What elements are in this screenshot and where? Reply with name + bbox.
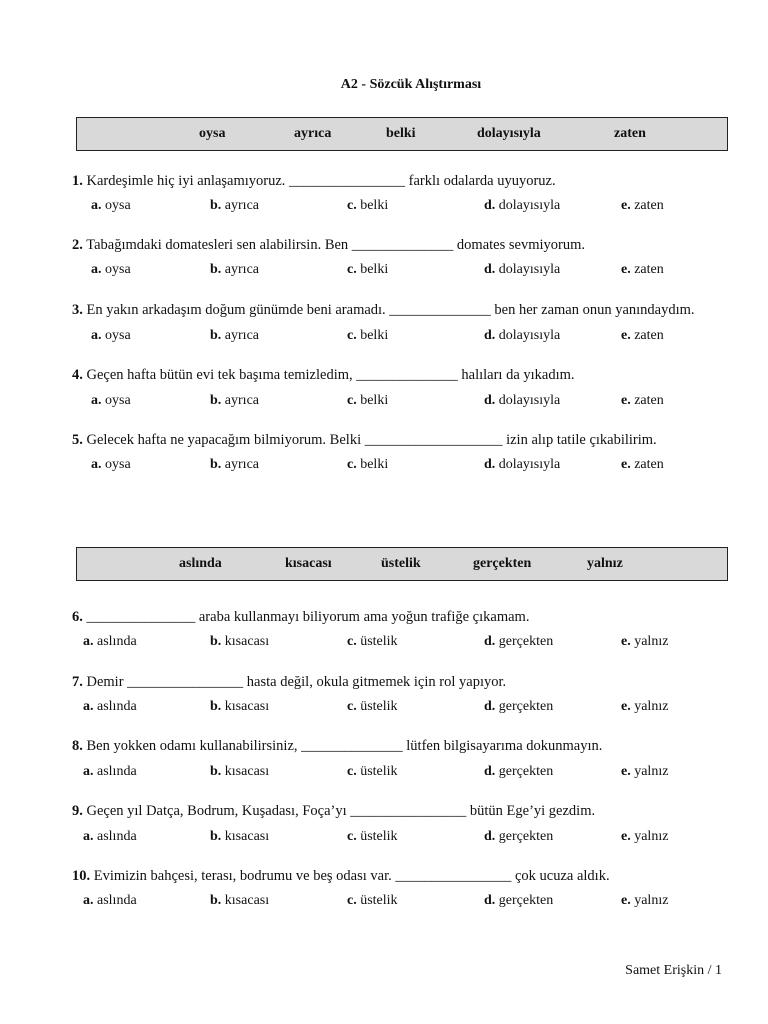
option-e[interactable]: e. zaten — [621, 262, 664, 277]
question-number: 4. — [72, 367, 83, 383]
option-a[interactable]: a. aslında — [83, 699, 137, 714]
question — [72, 803, 595, 820]
question-number: 9. — [72, 803, 83, 819]
option-b[interactable]: b. ayrıca — [210, 457, 259, 472]
question — [72, 609, 529, 626]
option-d[interactable]: d. gerçekten — [484, 764, 554, 779]
question-number: 10. — [72, 868, 91, 884]
page-title: A2 - Sözcük Alıştırması — [340, 77, 482, 92]
option-b[interactable]: b. ayrıca — [210, 262, 259, 277]
question-number: 7. — [72, 674, 83, 690]
word-bank-1 — [76, 117, 728, 151]
word-bank-item: gerçekten — [473, 556, 532, 571]
option-b[interactable]: b. kısacası — [210, 699, 270, 714]
question-text: En yakın arkadaşım doğum günümde beni aramadı. ______________ ben her zaman onun yanındaydım. — [86, 302, 695, 318]
word-bank-item: zaten — [614, 126, 646, 141]
option-c[interactable]: c. belki — [347, 328, 389, 343]
option-a[interactable]: a. oysa — [91, 262, 131, 277]
question — [72, 738, 602, 755]
option-c[interactable]: c. üstelik — [347, 764, 398, 779]
option-a[interactable]: a. aslında — [83, 893, 137, 908]
option-d[interactable]: d. gerçekten — [484, 829, 554, 844]
option-d[interactable]: d. dolayısıyla — [484, 393, 561, 408]
option-a[interactable]: a. aslında — [83, 764, 137, 779]
option-b[interactable]: b. kısacası — [210, 829, 270, 844]
question-text: Gelecek hafta ne yapacağım bilmiyorum. Belki ___________________ izin alıp tatile çıkabilirim. — [86, 432, 657, 448]
page-footer: Samet Erişkin / 1 — [625, 963, 722, 978]
option-c[interactable]: c. belki — [347, 262, 389, 277]
question — [72, 674, 506, 691]
option-c[interactable]: c. üstelik — [347, 893, 398, 908]
option-c[interactable]: c. belki — [347, 198, 389, 213]
question-number: 6. — [72, 609, 83, 625]
option-e[interactable]: e. zaten — [621, 198, 664, 213]
option-a[interactable]: a. aslında — [83, 829, 137, 844]
question — [72, 237, 585, 254]
option-b[interactable]: b. kısacası — [210, 893, 270, 908]
question-number: 3. — [72, 302, 83, 318]
word-bank-item: dolayısıyla — [477, 126, 541, 141]
option-a[interactable]: a. oysa — [91, 393, 131, 408]
option-e[interactable]: e. yalnız — [621, 634, 669, 649]
question-number: 5. — [72, 432, 83, 448]
question-text: Demir ________________ hasta değil, okula gitmemek için rol yapıyor. — [86, 674, 507, 690]
option-e[interactable]: e. zaten — [621, 328, 664, 343]
option-d[interactable]: d. gerçekten — [484, 634, 554, 649]
question-text: Kardeşimle hiç iyi anlaşamıyoruz. ________________ farklı odalarda uyuyoruz. — [86, 173, 556, 189]
option-a[interactable]: a. oysa — [91, 198, 131, 213]
option-d[interactable]: d. dolayısıyla — [484, 457, 561, 472]
question-text: Geçen yıl Datça, Bodrum, Kuşadası, Foça’yı ________________ bütün Ege’yi gezdim. — [86, 803, 596, 819]
question — [72, 432, 657, 449]
option-a[interactable]: a. oysa — [91, 328, 131, 343]
option-c[interactable]: c. üstelik — [347, 634, 398, 649]
word-bank-item: yalnız — [587, 556, 623, 571]
option-e[interactable]: e. yalnız — [621, 764, 669, 779]
question-text: Evimizin bahçesi, terası, bodrumu ve beş odası var. ________________ çok ucuza aldık. — [93, 868, 610, 884]
question — [72, 367, 575, 384]
word-bank-item: oysa — [199, 126, 226, 141]
option-e[interactable]: e. zaten — [621, 457, 664, 472]
word-bank-item: üstelik — [381, 556, 421, 571]
question-text: Tabağımdaki domatesleri sen alabilirsin. Ben ______________ domates sevmiyorum. — [86, 237, 585, 253]
option-e[interactable]: e. yalnız — [621, 699, 669, 714]
option-d[interactable]: d. dolayısıyla — [484, 262, 561, 277]
option-d[interactable]: d. dolayısıyla — [484, 328, 561, 343]
question-text: _______________ araba kullanmayı biliyorum ama yoğun trafiğe çıkamam. — [86, 609, 530, 625]
question-number: 2. — [72, 237, 83, 253]
word-bank-item: belki — [386, 126, 416, 141]
option-b[interactable]: b. kısacası — [210, 764, 270, 779]
option-b[interactable]: b. kısacası — [210, 634, 270, 649]
option-c[interactable]: c. belki — [347, 457, 389, 472]
question-number: 8. — [72, 738, 83, 754]
option-d[interactable]: d. gerçekten — [484, 893, 554, 908]
word-bank-item: kısacası — [285, 556, 332, 571]
option-c[interactable]: c. belki — [347, 393, 389, 408]
option-a[interactable]: a. aslında — [83, 634, 137, 649]
option-e[interactable]: e. yalnız — [621, 829, 669, 844]
option-d[interactable]: d. dolayısıyla — [484, 198, 561, 213]
question — [72, 868, 610, 885]
word-bank-2 — [76, 547, 728, 581]
option-e[interactable]: e. yalnız — [621, 893, 669, 908]
question-number: 1. — [72, 173, 83, 189]
option-b[interactable]: b. ayrıca — [210, 328, 259, 343]
question — [72, 173, 556, 190]
option-e[interactable]: e. zaten — [621, 393, 664, 408]
word-bank-item: aslında — [179, 556, 222, 571]
option-c[interactable]: c. üstelik — [347, 829, 398, 844]
option-a[interactable]: a. oysa — [91, 457, 131, 472]
option-c[interactable]: c. üstelik — [347, 699, 398, 714]
question-text: Geçen hafta bütün evi tek başıma temizledim, ______________ halıları da yıkadım. — [86, 367, 575, 383]
option-b[interactable]: b. ayrıca — [210, 393, 259, 408]
word-bank-item: ayrıca — [294, 126, 332, 141]
option-b[interactable]: b. ayrıca — [210, 198, 259, 213]
option-d[interactable]: d. gerçekten — [484, 699, 554, 714]
question-text: Ben yokken odamı kullanabilirsiniz, ______________ lütfen bilgisayarıma dokunmayın. — [86, 738, 603, 754]
question — [72, 302, 695, 319]
